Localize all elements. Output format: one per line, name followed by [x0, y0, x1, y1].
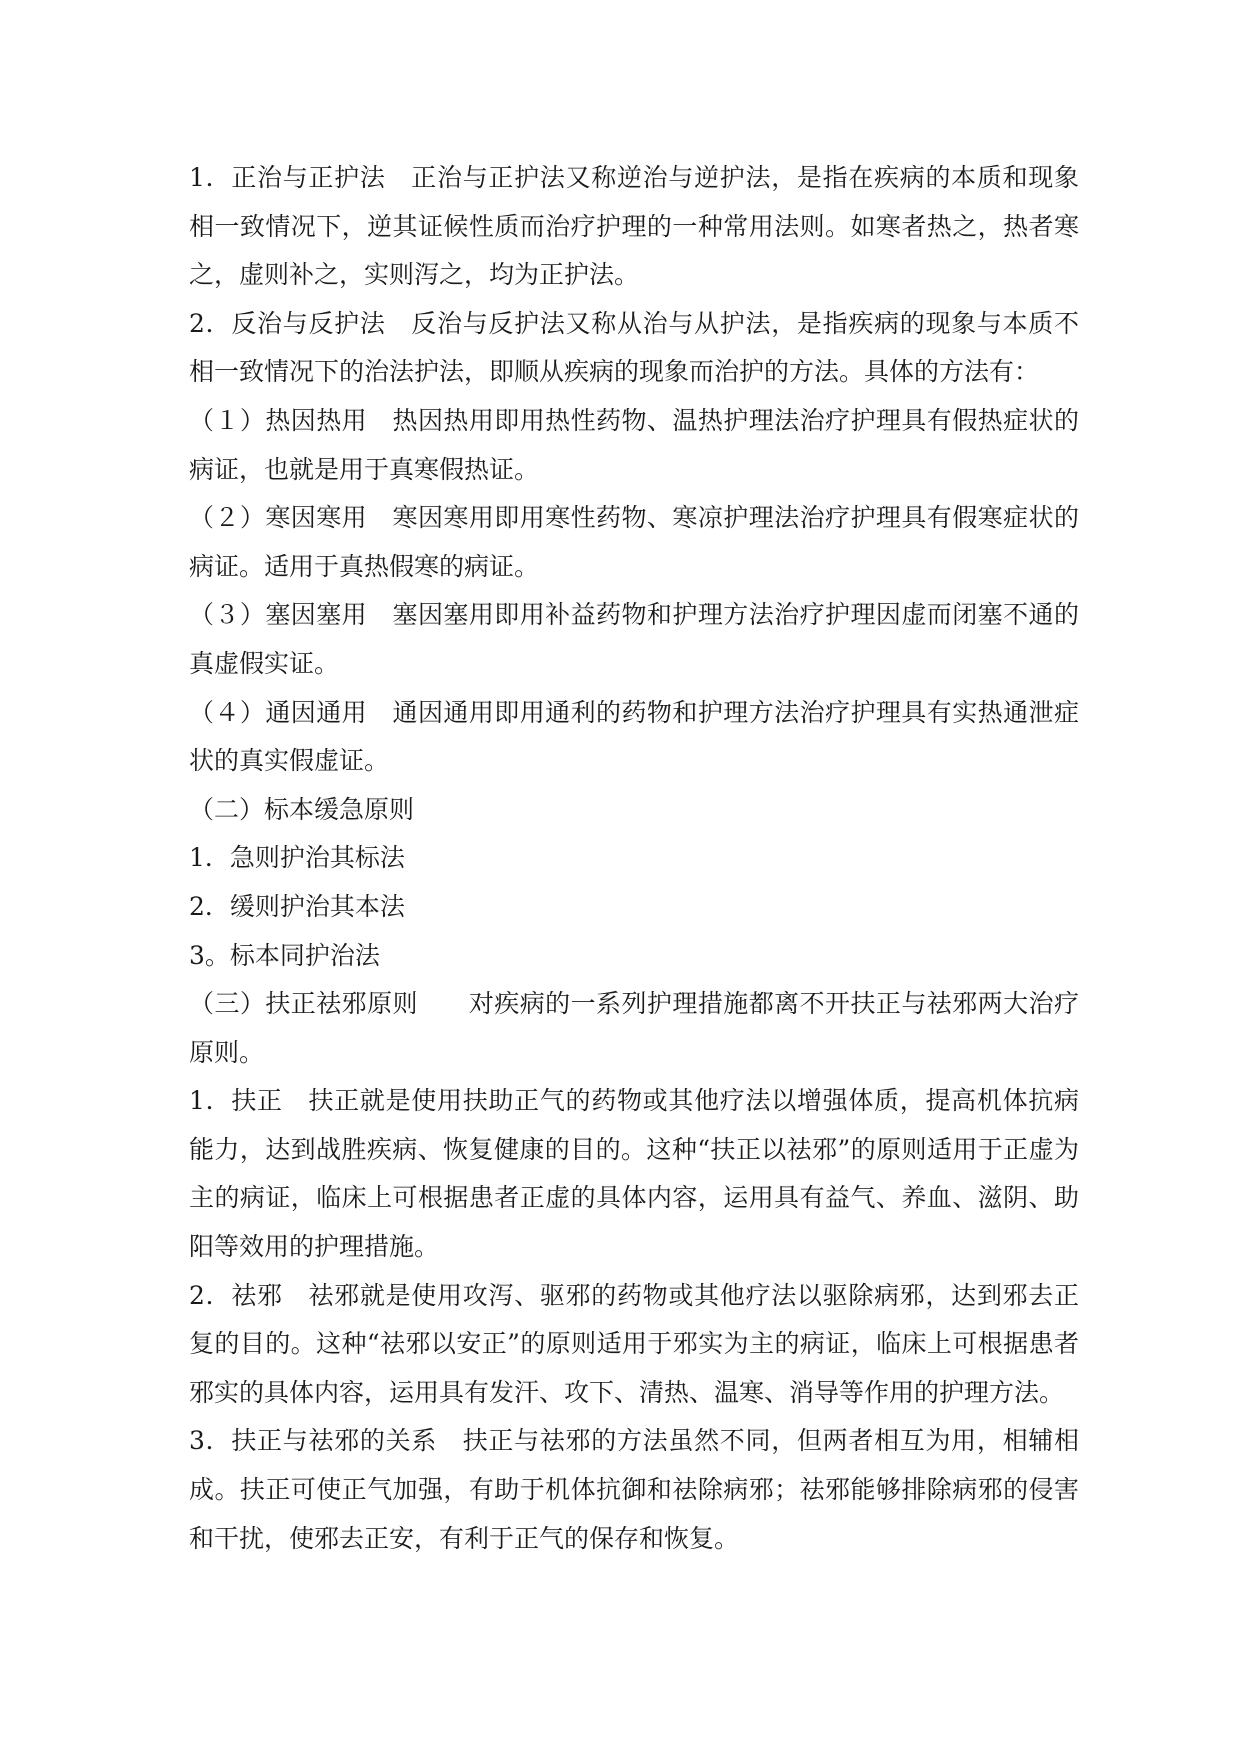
paragraph-cold-for-cold: （２）寒因寒用 寒因寒用即用寒性药物、寒凉护理法治疗护理具有假寒症状的病证。适用于真热假寒的病证。: [189, 503, 1079, 581]
list-item-root-branch-together: 3。标本同护治法: [189, 940, 380, 970]
paragraph-eliminate-pathogen: 2．祛邪 祛邪就是使用攻泻、驱邪的药物或其他疗法以驱除病邪，达到邪去正复的目的。这种“祛邪以安正”的原则适用于邪实为主的病证，临床上可根据患者邪实的具体内容，运用具有发汗、攻下、清热、温寒、消导等作用的护理方法。: [189, 1280, 1079, 1407]
paragraph-tonify-for-obstruction: （３）塞因塞用 塞因塞用即用补益药物和护理方法治疗护理因虚而闭塞不通的真虚假实证。: [189, 600, 1079, 678]
section-heading-strengthen-eliminate: （三）扶正祛邪原则 对疾病的一系列护理措施都离不开扶正与祛邪两大治疗原则。: [189, 989, 1079, 1067]
list-item-urgent-branch: 1．急则护治其标法: [189, 843, 405, 873]
paragraph-heat-for-heat: （１）热因热用 热因热用即用热性药物、温热护理法治疗护理具有假热症状的病证，也就是用于真寒假热证。: [189, 405, 1079, 484]
paragraph-strengthen-healthy-qi: 1．扶正 扶正就是使用扶助正气的药物或其他疗法以增强体质，提高机体抗病能力，达到战胜疾病、恢复健康的目的。这种“扶正以祛邪”的原则适用于正虚为主的病证，临床上可根据患者正虚的具体内容，运用具有益气、养血、滋阴、助阳等效用的护理措施。: [189, 1086, 1079, 1262]
paragraph-orthodox-treatment: 1．正治与正护法 正治与正护法又称逆治与逆护法，是指在疾病的本质和现象相一致情况下，逆其证候性质而治疗护理的一种常用法则。如寒者热之，热者寒之，虚则补之，实则泻之，均为正护法。: [189, 163, 1079, 290]
section-heading-root-branch: （二）标本缓急原则: [189, 794, 415, 824]
paragraph-paradoxical-treatment: 2．反治与反护法 反治与反护法又称从治与从护法，是指疾病的现象与本质不相一致情况下的治法护法，即顺从疾病的现象而治护的方法。具体的方法有：: [189, 308, 1079, 387]
paragraph-unblock-for-unblock: （４）通因通用 通因通用即用通利的药物和护理方法治疗护理具有实热通泄症状的真实假虚证。: [189, 697, 1079, 776]
paragraph-relationship: 3．扶正与祛邪的关系 扶正与祛邪的方法虽然不同，但两者相互为用，相辅相成。扶正可使正气加强，有助于机体抗御和祛除病邪；祛邪能够排除病邪的侵害和干扰，使邪去正安，有利于正气的保存和恢复。: [189, 1426, 1079, 1553]
document-body: [189, 154, 1079, 1563]
list-item-chronic-root: 2．缓则护治其本法: [189, 891, 405, 921]
